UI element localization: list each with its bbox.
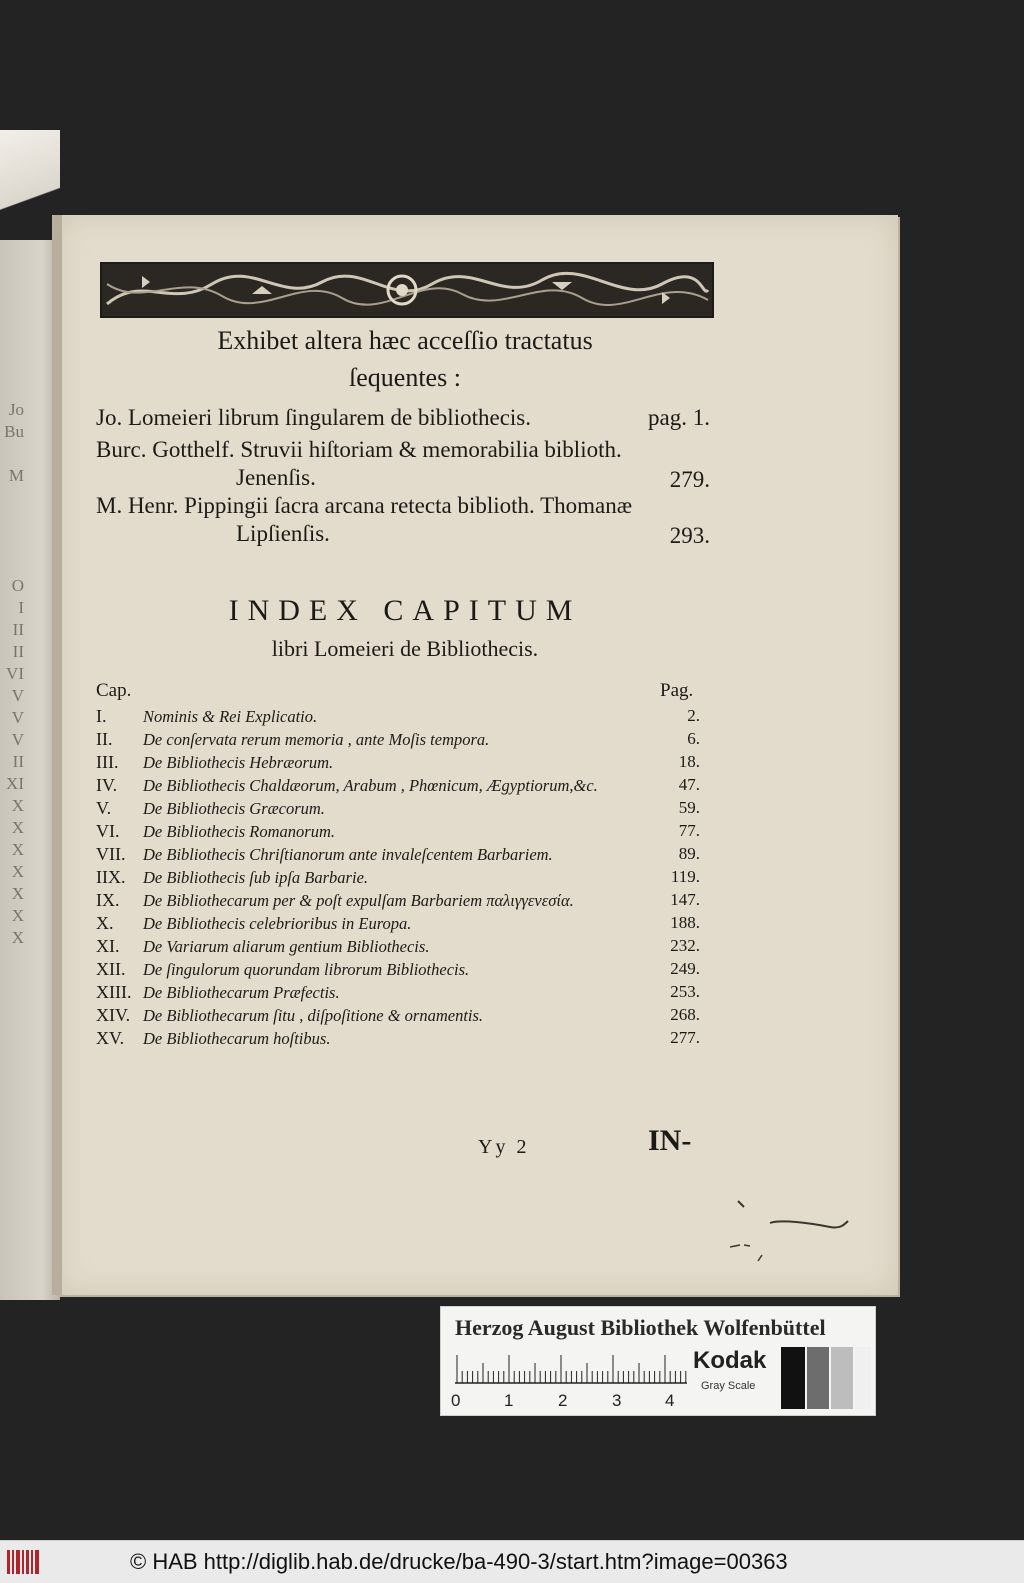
chapter-page: 232. — [670, 936, 700, 955]
chapter-row — [96, 798, 706, 821]
chapter-title: De Bibliothecis Chaldæorum, Arabum , Phœnicum, Ægyptiorum,&c. — [143, 776, 598, 795]
chapter-number: V. — [96, 798, 112, 818]
previous-page-letter: X — [11, 928, 24, 947]
chapter-page: 188. — [670, 913, 700, 932]
chapter-page: 2. — [687, 706, 700, 725]
chapter-row — [96, 1005, 706, 1028]
chapter-row — [96, 890, 706, 913]
previous-page-curl — [0, 130, 60, 240]
chapter-row — [96, 821, 706, 844]
kodak-logo: Kodak — [693, 1347, 767, 1374]
previous-page-letter: X — [11, 906, 24, 925]
chapter-title: De Bibliothecarum Præfectis. — [143, 983, 340, 1002]
chapter-row — [96, 844, 706, 867]
previous-page-letter — [0, 554, 24, 576]
chapter-title: De conſervata rerum memoria , ante Moſis tempora. — [143, 730, 490, 749]
copyright-url[interactable]: © HAB http://diglib.hab.de/drucke/ba-490-3/start.htm?image=00363 — [130, 1549, 788, 1574]
chapter-title: De Bibliothecis Chriſtianorum ante invaleſcentem Barbariem. — [143, 845, 553, 864]
previous-page-letter: V — [11, 686, 24, 705]
preface-entry-text: M. Henr. Pippingii ſacra arcana retecta biblioth. Thomanæ — [96, 493, 633, 518]
chapter-row — [96, 1028, 706, 1051]
chapter-title: De Variarum aliarum gentium Bibliothecis. — [143, 937, 430, 956]
previous-page-letter — [0, 510, 24, 532]
chapter-number: IIX. — [96, 867, 126, 887]
color-calibration-label — [440, 1306, 876, 1416]
previous-page-letter: O — [11, 576, 24, 595]
chapter-page: 119. — [670, 867, 700, 886]
chapter-page: 59. — [678, 798, 700, 817]
previous-page-letter: II — [12, 752, 24, 771]
previous-page-letter: X — [11, 884, 24, 903]
chapter-number: IX. — [96, 890, 120, 910]
chapter-number: XIII. — [96, 982, 132, 1002]
gray-scale-label: Gray Scale — [701, 1380, 756, 1392]
chapter-page: 89. — [678, 844, 700, 863]
preface-heading: Exhibet altera hæc acceſſio tractatus — [217, 326, 593, 355]
index-title: INDEX CAPITUM — [228, 594, 582, 627]
chapter-row — [96, 913, 706, 936]
chapter-page: 277. — [670, 1028, 700, 1047]
chapter-title: De Bibliothecis celebrioribus in Europa. — [143, 914, 412, 933]
chapter-number: XII. — [96, 959, 126, 979]
chapter-row — [96, 959, 706, 982]
chapter-title: De Bibliothecis Hebræorum. — [143, 753, 334, 772]
previous-page-letter: V — [11, 708, 24, 727]
preface-entry-page: pag. 1. — [648, 405, 710, 430]
page-gutter — [52, 215, 62, 1295]
previous-page-letter: X — [11, 840, 24, 859]
ruler-number: 2 — [558, 1391, 568, 1410]
gray-scale-patches — [781, 1347, 871, 1409]
chapter-row — [96, 729, 706, 752]
ruler-number: 0 — [451, 1391, 461, 1410]
chapter-page: 47. — [678, 775, 700, 794]
preface-entry-page: 279. — [669, 467, 710, 492]
chapter-title: De Bibliothecarum hoſtibus. — [143, 1029, 331, 1048]
chapter-number: XIV. — [96, 1005, 131, 1025]
previous-page-letter: Jo — [8, 400, 24, 419]
chapter-title: De Bibliothecis Græcorum. — [143, 799, 325, 818]
chapter-number: VII. — [96, 844, 126, 864]
chapter-page: 77. — [678, 821, 700, 840]
previous-page-letter: X — [11, 796, 24, 815]
chapter-title: De Bibliothecis ſub ipſa Barbarie. — [143, 868, 369, 887]
chapter-number: XV. — [96, 1028, 125, 1048]
previous-page-letter: XI — [6, 774, 24, 793]
previous-page-letter: Bu — [4, 422, 24, 441]
previous-page-letter — [0, 488, 24, 510]
woodcut-ornament-band — [100, 262, 714, 318]
chapter-row — [96, 936, 706, 959]
ink-marks — [730, 1195, 860, 1265]
chapter-title: Nominis & Rei Explicatio. — [143, 707, 318, 726]
chapter-page: 18. — [678, 752, 700, 771]
chapter-title: De ſingulorum quorundam librorum Bibliothecis. — [143, 960, 470, 979]
library-name: Herzog August Bibliothek Wolfenbüttel — [455, 1315, 826, 1340]
chapter-number: III. — [96, 752, 119, 772]
column-header-page: Pag. — [660, 680, 694, 701]
measuring-ruler — [455, 1353, 687, 1385]
column-header-chapter: Cap. — [96, 680, 132, 701]
chapter-page: 147. — [670, 890, 700, 909]
previous-page-letter: X — [11, 818, 24, 837]
chapter-number: II. — [96, 729, 113, 749]
catchword: IN- — [648, 1124, 692, 1157]
chapter-title: De Bibliothecarum ſitu , diſpoſitione & ornamentis. — [143, 1006, 484, 1025]
previous-page-letter: X — [11, 862, 24, 881]
chapter-row — [96, 752, 706, 775]
chapter-title: De Bibliothecis Romanorum. — [143, 822, 336, 841]
previous-page-letter: II — [12, 642, 24, 661]
previous-page-letter: M — [8, 466, 24, 485]
previous-page-letter — [0, 444, 24, 466]
chapter-title: De Bibliothecarum per & poſt expulſam Barbariem παλιγγενεσία. — [143, 891, 574, 910]
chapter-row — [96, 982, 706, 1005]
ruler-number: 4 — [665, 1391, 675, 1410]
barcode-logo-icon — [6, 1547, 42, 1577]
chapter-page: 268. — [670, 1005, 700, 1024]
preface-entry-text: Lipſienſis. — [236, 521, 330, 546]
previous-page-letter: VI — [6, 664, 24, 683]
previous-page-letter: I — [18, 598, 24, 617]
chapter-number: X. — [96, 913, 114, 933]
previous-page-letters — [0, 400, 24, 950]
preface-entry-page: 293. — [669, 523, 710, 548]
preface-heading-continued: ſequentes : — [349, 363, 461, 392]
viewer-footer — [0, 1540, 1024, 1583]
preface-entry-text: Burc. Gotthelf. Struvii hiſtoriam & memorabilia biblioth. — [96, 437, 622, 462]
preface-entry-text: Jo. Lomeieri librum ſingularem de bibliothecis. — [96, 405, 531, 430]
chapter-row — [96, 867, 706, 890]
chapter-number: I. — [96, 706, 107, 726]
chapter-page: 253. — [670, 982, 700, 1001]
ruler-number: 3 — [612, 1391, 622, 1410]
previous-page-letter: V — [11, 730, 24, 749]
chapter-number: IV. — [96, 775, 118, 795]
chapter-row — [96, 775, 706, 798]
chapter-number: XI. — [96, 936, 120, 956]
signature-mark: Yy 2 — [478, 1136, 530, 1158]
chapter-number: VI. — [96, 821, 120, 841]
ruler-number: 1 — [504, 1391, 514, 1410]
previous-page-letter — [0, 532, 24, 554]
chapter-page: 249. — [670, 959, 700, 978]
preface-entry-text: Jenenſis. — [236, 465, 316, 490]
previous-page-letter: II — [12, 620, 24, 639]
chapter-row — [96, 706, 706, 729]
chapter-page: 6. — [687, 729, 700, 748]
index-subtitle: libri Lomeieri de Bibliothecis. — [271, 636, 539, 661]
